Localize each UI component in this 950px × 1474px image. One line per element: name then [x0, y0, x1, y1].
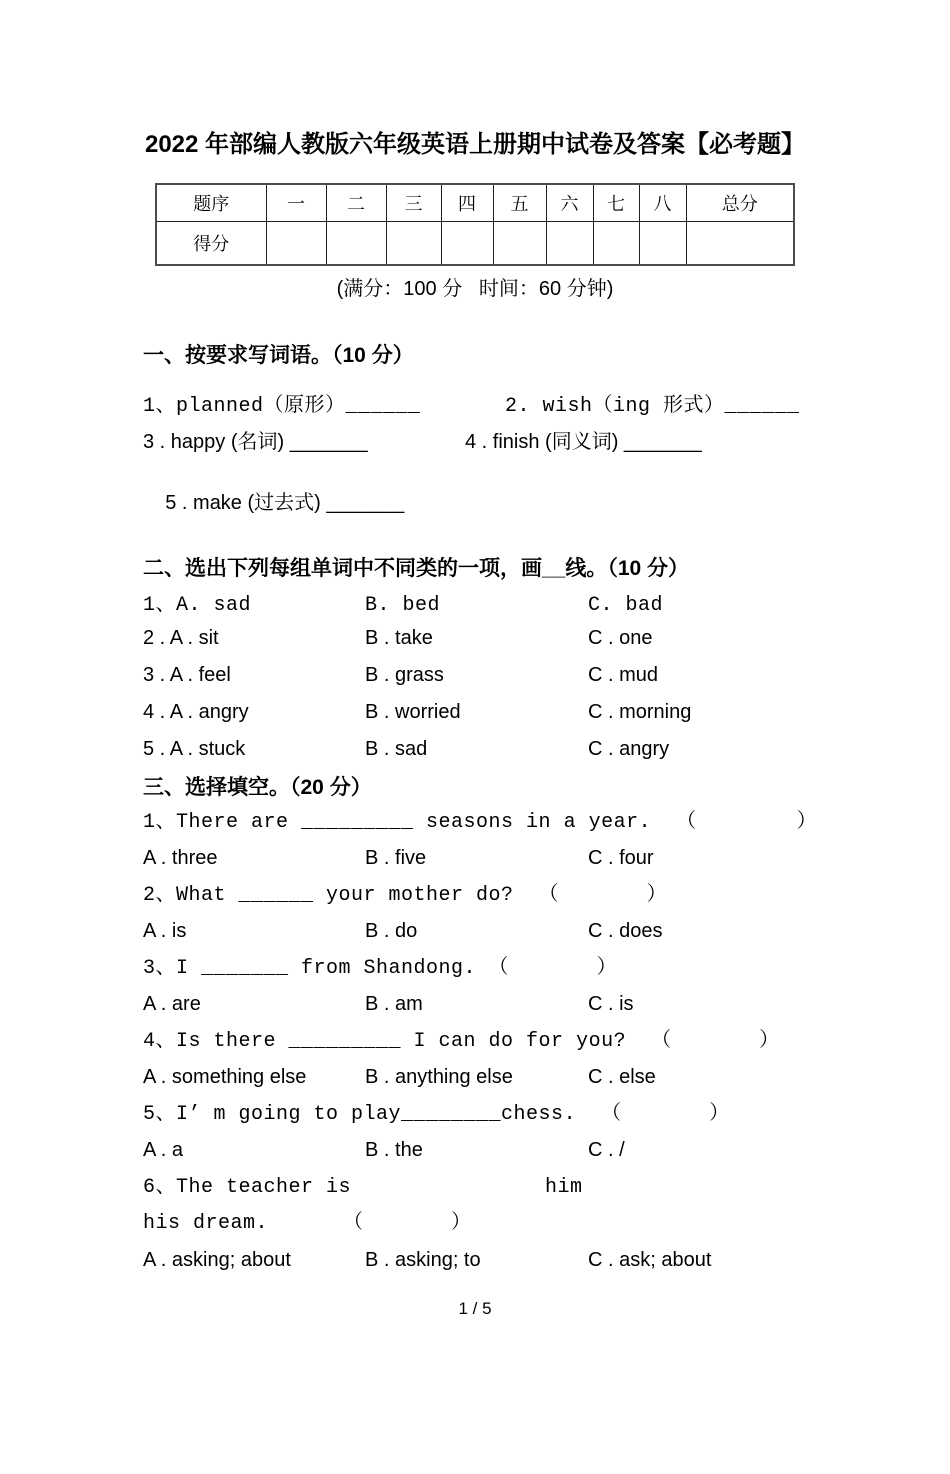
- score-table: [155, 183, 795, 266]
- s2-r3-option-b: B . grass: [365, 664, 444, 686]
- s3-q6-text-right: him: [545, 1176, 583, 1199]
- s1-item-1: 1、planned（原形）______: [143, 395, 421, 418]
- s2-r1-option-a: 1、A. sad: [143, 594, 252, 617]
- s2-row-2: [143, 625, 890, 651]
- s3-question-3: 3、I _______ from Shandong. （ ）: [143, 957, 618, 980]
- s2-row-4: [143, 699, 890, 725]
- s3-q3-option-a: A . are: [143, 993, 201, 1015]
- s3-q1-option-b: B . five: [365, 847, 427, 869]
- s2-r4-option-a: 4 . A . angry: [143, 701, 249, 723]
- page-title: 2022 年部编人教版六年级英语上册期中试卷及答案【必考题】: [144, 131, 806, 158]
- s3-options-3: [143, 991, 890, 1017]
- score-cell-empty: [266, 222, 326, 266]
- score-cell-empty: [386, 222, 441, 266]
- header-cell-5: 五: [493, 184, 546, 222]
- s2-r4-option-c: C . morning: [588, 701, 692, 723]
- s3-options-6: [143, 1247, 890, 1273]
- s3-q1-option-c: C . four: [588, 847, 654, 869]
- s3-options-4: [143, 1064, 890, 1090]
- s3-q5-option-a: A . a: [143, 1139, 184, 1161]
- s3-q5-option-b: B . the: [365, 1139, 423, 1161]
- s3-q6-option-c: C . ask; about: [588, 1249, 712, 1271]
- s3-q2-option-a: A . is: [143, 920, 187, 942]
- score-cell-empty: [326, 222, 386, 266]
- s3-q6-text-left: 6、The teacher is: [143, 1176, 352, 1199]
- section-2-heading: 二、选出下列每组单词中不同类的一项，画__线。（10 分）: [143, 557, 690, 580]
- s2-r5-option-b: B . sad: [365, 738, 428, 760]
- s2-r3-option-c: C . mud: [588, 664, 659, 686]
- s3-q4-option-a: A . something else: [143, 1066, 307, 1088]
- score-cell-empty: [686, 222, 794, 266]
- score-table-score-row: [156, 222, 794, 266]
- s1-item-4: 4 . finish (同义词) _______: [465, 431, 702, 453]
- s2-row-1: [143, 594, 890, 618]
- s3-q3-option-b: B . am: [365, 993, 423, 1015]
- s3-q6-option-a: A . asking; about: [143, 1249, 291, 1271]
- score-cell-empty: [546, 222, 593, 266]
- s3-question-4: 4、Is there _________ I can do for you? （ ）: [143, 1030, 780, 1053]
- s2-r5-option-c: C . angry: [588, 738, 670, 760]
- score-table-header-row: [156, 184, 794, 222]
- header-cell-6: 六: [546, 184, 593, 222]
- section-1-line-1: [143, 395, 890, 419]
- section-1-line-3: [143, 464, 890, 542]
- header-cell-7: 七: [593, 184, 639, 222]
- s3-q4-option-c: C . else: [588, 1066, 656, 1088]
- s3-question-1: 1、There are _________ seasons in a year. （ ）: [143, 811, 818, 834]
- s1-item-3: 3 . happy (名词) _______: [143, 431, 368, 453]
- score-cell-empty: [441, 222, 493, 266]
- s3-question-5: 5、I’ m going to play________chess. （ ）: [143, 1103, 730, 1126]
- s2-r2-option-c: C . one: [588, 627, 653, 649]
- header-cell-2: 二: [326, 184, 386, 222]
- s2-r2-option-b: B . take: [365, 627, 433, 649]
- s3-q5-option-c: C . /: [588, 1139, 625, 1161]
- s2-r5-option-a: 5 . A . stuck: [143, 738, 246, 760]
- s2-r3-option-a: 3 . A . feel: [143, 664, 231, 686]
- s3-options-2: [143, 918, 890, 944]
- s3-q4-option-b: B . anything else: [365, 1066, 513, 1088]
- section-3-heading: 三、选择填空。（20 分）: [143, 776, 372, 799]
- s3-q3-option-c: C . is: [588, 993, 634, 1015]
- section-1-heading: 一、按要求写词语。（10 分）: [143, 344, 414, 367]
- section-1-line-2: [143, 429, 890, 455]
- s3-q2-option-c: C . does: [588, 920, 663, 942]
- score-cell-empty: [493, 222, 546, 266]
- score-row-label: 得分: [156, 222, 266, 266]
- header-cell-8: 八: [639, 184, 686, 222]
- header-cell-4: 四: [441, 184, 493, 222]
- s2-r2-option-a: 2 . A . sit: [143, 627, 219, 649]
- score-cell-empty: [593, 222, 639, 266]
- header-cell-question-order: 题序: [156, 184, 266, 222]
- s2-row-5: [143, 736, 890, 762]
- s3-question-6-line-2: his dream. （ ）: [143, 1212, 472, 1235]
- s2-r4-option-b: B . worried: [365, 701, 461, 723]
- exam-body: [143, 342, 890, 1273]
- header-cell-total: 总分: [686, 184, 794, 222]
- s3-question-6-line-1: [143, 1176, 890, 1200]
- s2-r1-option-b: B. bed: [365, 594, 441, 617]
- s1-item-2: 2. wish（ing 形式）______: [505, 395, 800, 418]
- s3-question-2: 2、What ______ your mother do? （ ）: [143, 884, 668, 907]
- s3-options-1: [143, 845, 890, 871]
- s3-q2-option-b: B . do: [365, 920, 418, 942]
- header-cell-3: 三: [386, 184, 441, 222]
- score-cell-empty: [639, 222, 686, 266]
- s2-row-3: [143, 662, 890, 688]
- exam-info-line: (满分：100 分 时间：60 分钟): [336, 278, 614, 300]
- s3-q6-option-b: B . asking; to: [365, 1249, 481, 1271]
- s3-q1-option-a: A . three: [143, 847, 218, 869]
- page-number: 1 / 5: [458, 1299, 492, 1318]
- s1-item-5: 5 . make (过去式) _______: [165, 492, 405, 514]
- header-cell-1: 一: [266, 184, 326, 222]
- s3-options-5: [143, 1137, 890, 1163]
- s2-r1-option-c: C. bad: [588, 594, 664, 617]
